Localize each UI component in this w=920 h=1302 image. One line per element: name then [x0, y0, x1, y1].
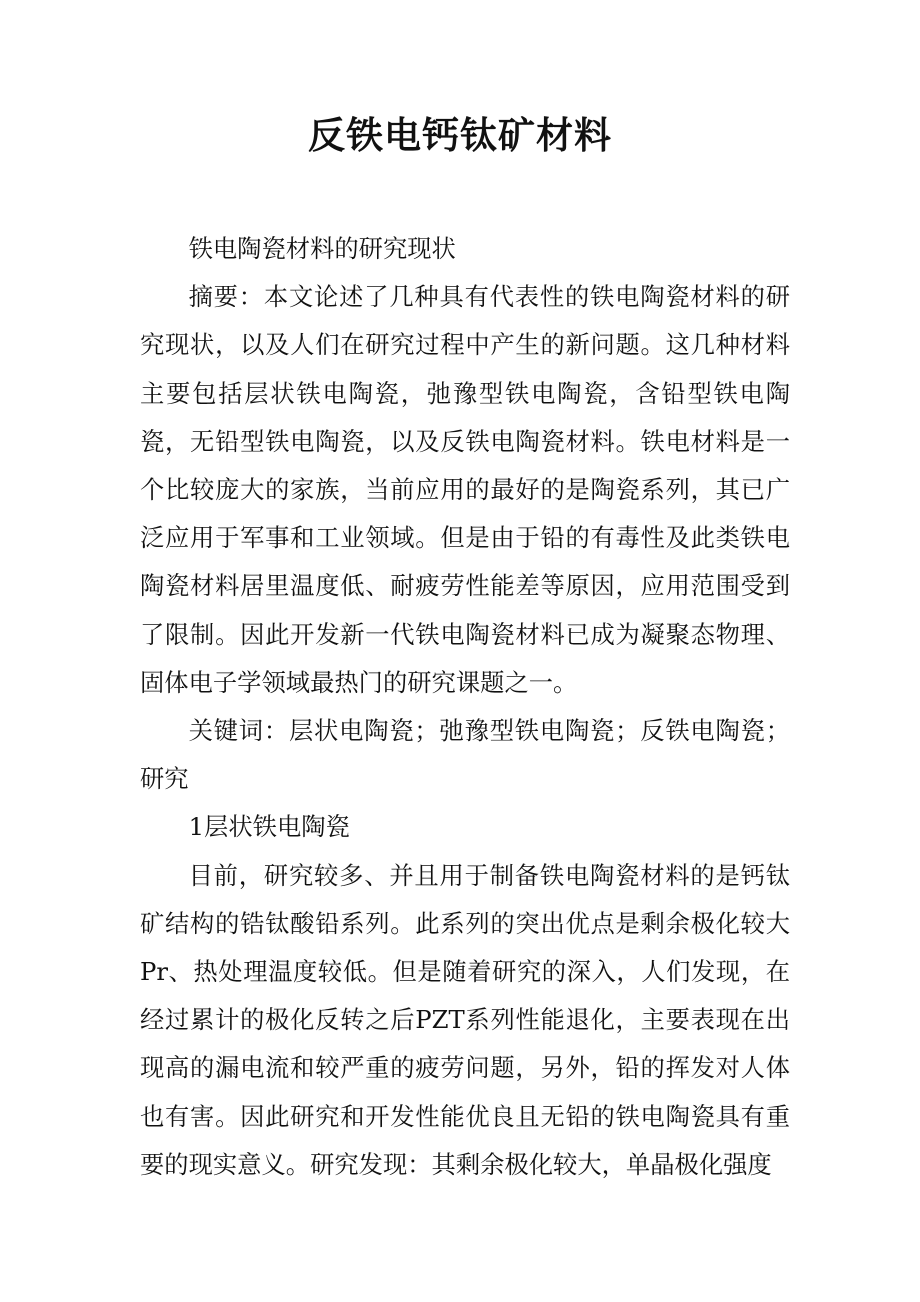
document-title: 反铁电钙钛矿材料	[308, 114, 612, 157]
section-heading: 铁电陶瓷材料的研究现状	[188, 234, 456, 263]
document-body	[140, 225, 790, 1189]
keywords-paragraph: 关键词：层状电陶瓷；弛豫型铁电陶瓷；反铁电陶瓷；研究	[140, 716, 790, 794]
abstract-paragraph: 摘要：本文论述了几种具有代表性的铁电陶瓷材料的研究现状，以及人们在研究过程中产生的新问题。这几种材料主要包括层状铁电陶瓷，弛豫型铁电陶瓷，含铅型铁电陶瓷，无铅型铁电陶瓷，以及反铁电陶瓷材料。铁电材料是一个比较庞大的家族，当前应用的最好的是陶瓷系列，其已广泛应用于军事和工业领域。但是由于铅的有毒性及此类铁电陶瓷材料居里温度低、耐疲劳性能差等原因，应用范围受到了限制。因此开发新一代铁电陶瓷材料已成为凝聚态物理、固体电子学领域最热门的研究课题之一。	[140, 282, 790, 697]
subsection-heading: 1层状铁电陶瓷	[188, 812, 350, 842]
body-paragraph: 目前，研究较多、并且用于制备铁电陶瓷材料的是钙钛矿结构的锆钛酸铅系列。此系列的突出优点是剩余极化较大Pr、热处理温度较低。但是随着研究的深入，人们发现，在经过累计的极化反转之后PZT系列性能退化，主要表现在出现高的漏电流和较严重的疲劳问题，另外，铅的挥发对人体也有害。因此研究和开发性能优良且无铅的铁电陶瓷具有重要的现实意义。研究发现：其剩余极化较大，单晶极化强度	[140, 860, 790, 1179]
